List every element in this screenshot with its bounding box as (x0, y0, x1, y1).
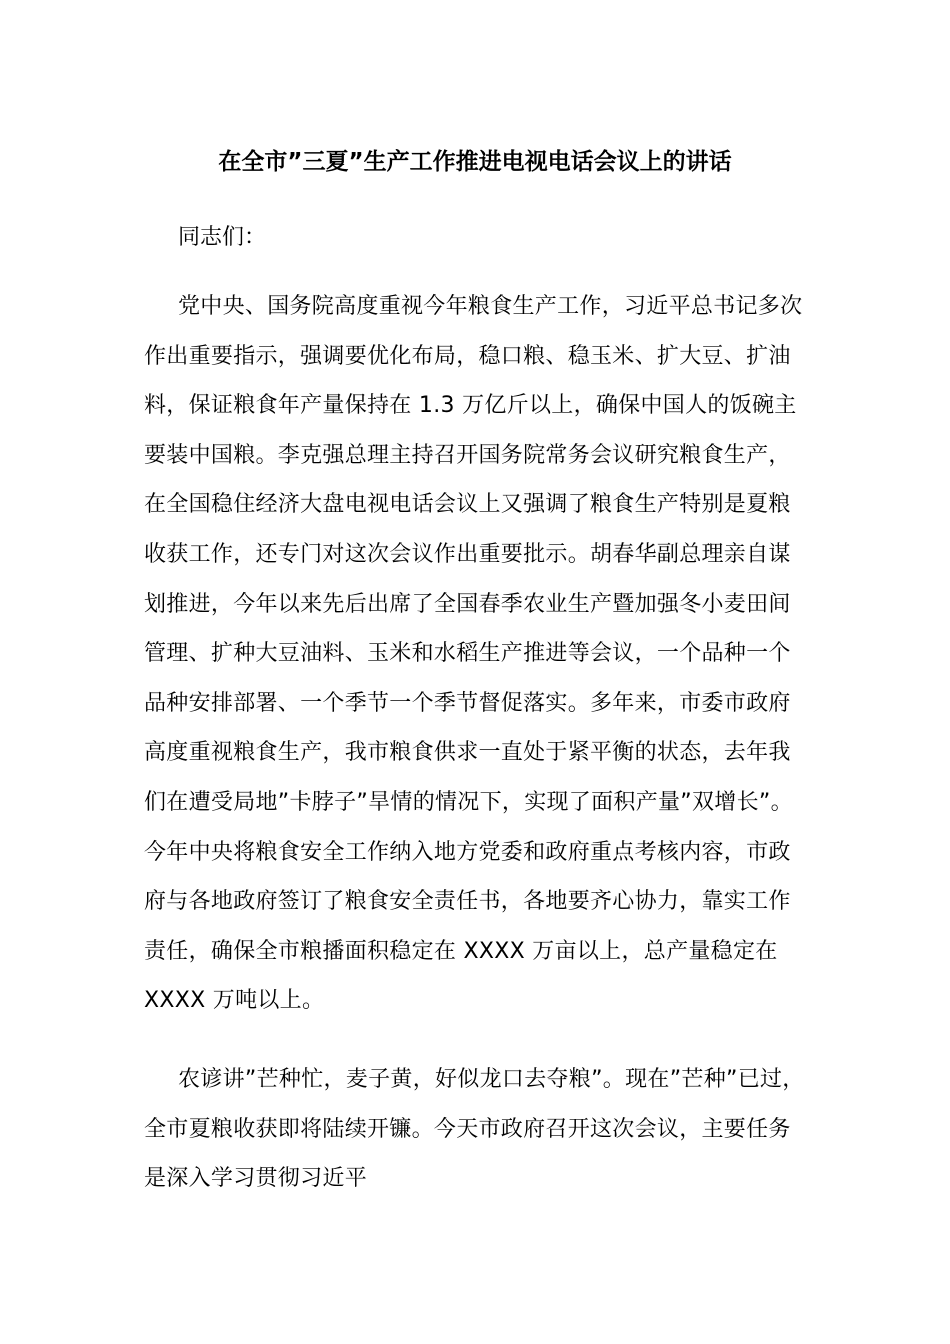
paragraph-line: 今年中央将粮食安全工作纳入地方党委和政府重点考核内容，市政 (144, 839, 791, 865)
paragraph-line: 农谚讲”芒种忙，麦子黄，好似龙口去夺粮”。现在”芒种”已过， (178, 1067, 805, 1092)
paragraph-line: 是深入学习贯彻习近平 (144, 1166, 368, 1192)
paragraph-line: 品种安排部署、一个季节一个季节督促落实。多年来，市委市政府 (144, 690, 791, 716)
paragraph-2 (144, 1055, 814, 1204)
paragraph-line: 管理、扩种大豆油料、玉米和水稻生产推进等会议，一个品种一个 (144, 641, 791, 667)
paragraph-line: 在全国稳住经济大盘电视电话会议上又强调了粮食生产特别是夏粮 (144, 492, 791, 518)
document-title: 在全市”三夏”生产工作推进电视电话会议上的讲话 (218, 149, 732, 175)
paragraph-line: 全市夏粮收获即将陆续开镰。今天市政府召开这次会议，主要任务 (144, 1116, 791, 1142)
paragraph-line: 要装中国粮。李克强总理主持召开国务院常务会议研究粮食生产， (144, 442, 791, 468)
paragraph-line: 收获工作，还专门对这次会议作出重要批示。胡春华副总理亲自谋 (144, 541, 791, 567)
paragraph-line: XXXX 万吨以上。 (144, 988, 325, 1014)
paragraph-line: 责任，确保全市粮播面积稳定在 XXXX 万亩以上，总产量稳定在 (144, 938, 778, 964)
paragraph-line: 高度重视粮食生产，我市粮食供求一直处于紧平衡的状态，去年我 (144, 740, 791, 766)
paragraph-line: 党中央、国务院高度重视今年粮食生产工作，习近平总书记多次 (178, 294, 803, 319)
paragraph-line: 府与各地政府签订了粮食安全责任书，各地要齐心协力，靠实工作 (144, 889, 791, 915)
salutation: 同志们： (178, 225, 267, 250)
paragraph-line: 作出重要指示，强调要优化布局，稳口粮、稳玉米、扩大豆、扩油 (144, 343, 791, 369)
paragraph-line: 料，保证粮食年产量保持在 1.3 万亿斤以上，确保中国人的饭碗主 (144, 393, 797, 419)
paragraph-line: 们在遭受局地”卡脖子”旱情的情况下，实现了面积产量”双增长”。 (144, 789, 793, 815)
paragraph-1 (144, 282, 814, 1026)
paragraph-line: 划推进，今年以来先后出席了全国春季农业生产暨加强冬小麦田间 (144, 591, 791, 617)
